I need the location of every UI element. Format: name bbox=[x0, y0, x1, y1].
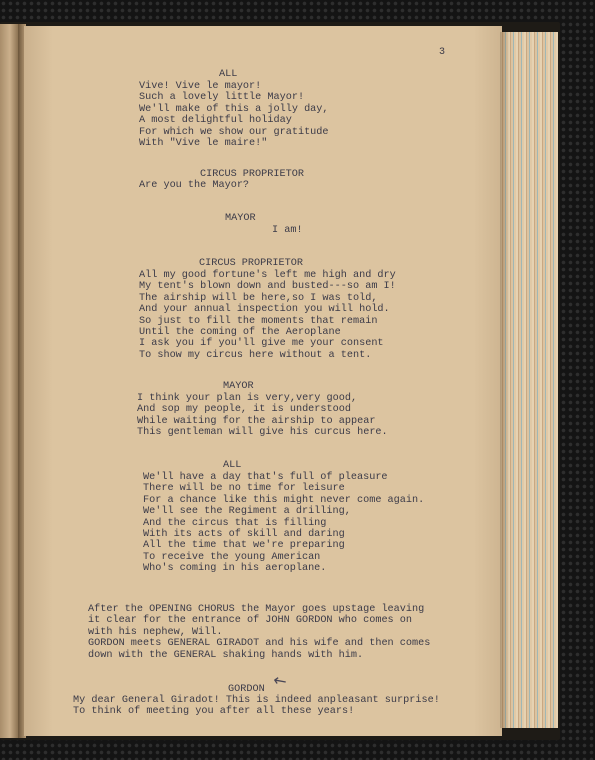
speaker-all-2: ALL bbox=[223, 460, 242, 471]
speaker-circus-proprietor-1: CIRCUS PROPRIETOR bbox=[200, 169, 304, 180]
pencil-arrow-mark: ↖ bbox=[268, 668, 291, 693]
speaker-circus-proprietor-2: CIRCUS PROPRIETOR bbox=[199, 258, 303, 269]
left-page-edge bbox=[0, 24, 18, 738]
page-number: 3 bbox=[439, 47, 446, 58]
speaker-mayor-1: MAYOR bbox=[225, 213, 256, 224]
lyrics-mayor-2: I think your plan is very,very good, And sop my people, it is understood While waiting for the airship to appear This gentleman will give his curcus here. bbox=[137, 393, 388, 439]
speaker-all-1: ALL bbox=[219, 69, 238, 80]
lyrics-all-2: We'll have a day that's full of pleasure There will be no time for leisure For a chance like this might never come again. We'll see the Regiment a drilling, And the circus that is filling With its acts of skill and daring All the time that we're preparing To receive the young American Who's coming in his aeroplane. bbox=[143, 472, 425, 575]
speaker-gordon: GORDON bbox=[228, 684, 265, 695]
stage-direction: After the OPENING CHORUS the Mayor goes upstage leaving it clear for the entrance of JOHN GORDON who comes on with his nephew, Will. GORDON meets GENERAL GIRADOT and his wife and then comes down with the GENERAL shaking hands with him. bbox=[88, 604, 431, 661]
line-mayor-1: I am! bbox=[272, 225, 303, 236]
line-gordon: My dear General Giradot! This is indeed anpleasant surprise! To think of meeting you after all these years! bbox=[73, 695, 440, 718]
lyrics-all-1: Vive! Vive le mayor! Such a lovely little Mayor! We'll make of this a jolly day, A most delightful holiday For which we show our gratitude With "Vive le maire!" bbox=[139, 81, 329, 150]
page-stack-shadow bbox=[500, 32, 510, 728]
speaker-mayor-2: MAYOR bbox=[223, 381, 254, 392]
line-circus-proprietor-1: Are you the Mayor? bbox=[139, 180, 250, 191]
lyrics-circus-proprietor-2: All my good fortune's left me high and dry My tent's blown down and busted---so am I! The airship will be here,so I was told, And your annual inspection you will hold. So just to fill the moments that remain Until the coming of the Aeroplane I ask you if you'll give me your consent To show my circus here without a tent. bbox=[139, 270, 396, 361]
